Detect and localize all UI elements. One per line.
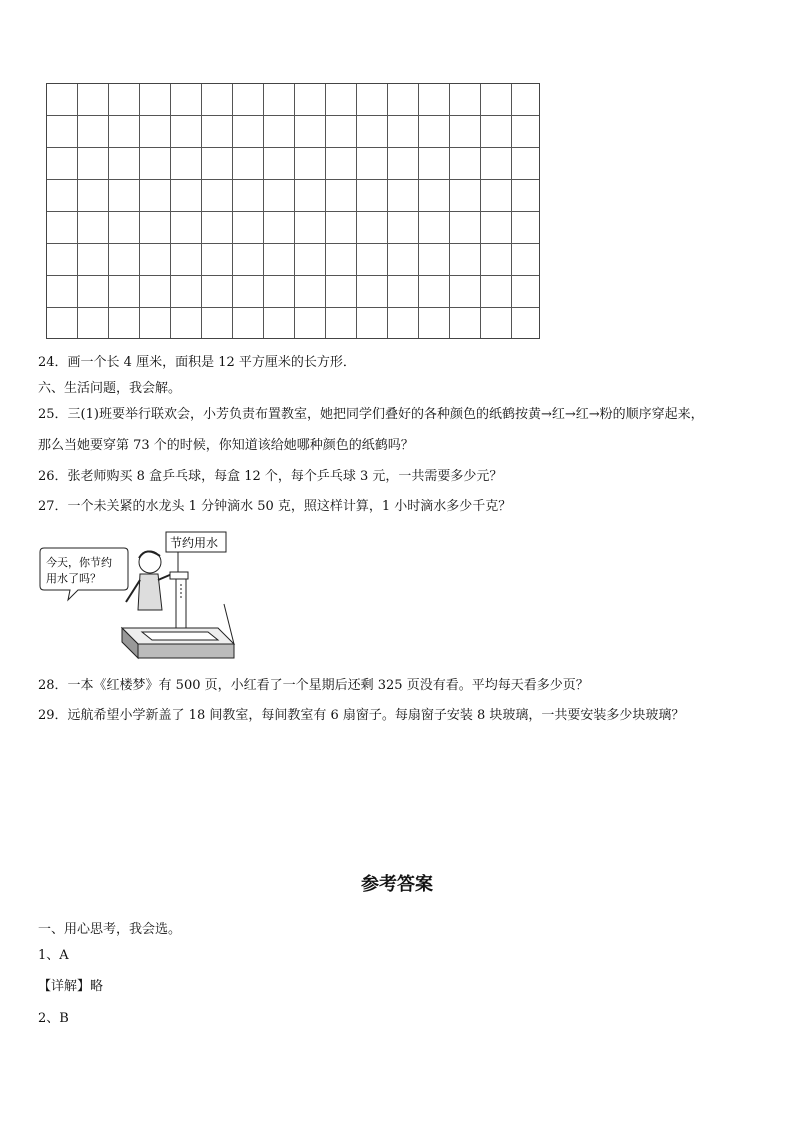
answers-title: 参考答案 [361, 874, 433, 895]
question-28: 28．一本《红楼梦》有 500 页，小红看了一个星期后还剩 325 页没有看。平均每天看多少页？ [38, 678, 589, 693]
answer-1-detail: 【详解】略 [38, 979, 104, 994]
question-27: 27．一个未关紧的水龙头 1 分钟滴水 50 克，照这样计算，1 小时滴水多少千克？ [38, 499, 512, 514]
answers-section-1: 一、用心思考，我会选。 [38, 922, 182, 937]
answer-2: 2、B [38, 1011, 69, 1026]
save-water-illustration [38, 528, 238, 666]
question-24: 24．画一个长 4 厘米，面积是 12 平方厘米的长方形． [38, 355, 356, 370]
bubble-text-line-2: 用水了吗？ [46, 572, 101, 585]
question-25-line-2: 那么当她要穿第 73 个的时候，你知道该给她哪种颜色的纸鹤吗？ [38, 438, 414, 453]
drawing-grid [46, 83, 540, 339]
bubble-text-line-1: 今天，你节约 [46, 556, 112, 569]
section-6-heading: 六、生活问题，我会解。 [38, 381, 182, 396]
sign-text: 节约用水 [170, 536, 219, 550]
answer-1: 1、A [38, 948, 69, 963]
question-26: 26．张老师购买 8 盒乒乓球，每盒 12 个，每个乒乓球 3 元，一共需要多少元？ [38, 469, 503, 484]
question-29: 29．远航希望小学新盖了 18 间教室，每间教室有 6 扇窗子。每扇窗子安装 8 块玻璃，一共要安装多少块玻璃？ [38, 708, 685, 723]
question-25-line-1: 25．三(1)班要举行联欢会，小芳负责布置教室，她把同学们叠好的各种颜色的纸鹤按黄→红→红→粉的顺序穿起来， [38, 407, 704, 422]
